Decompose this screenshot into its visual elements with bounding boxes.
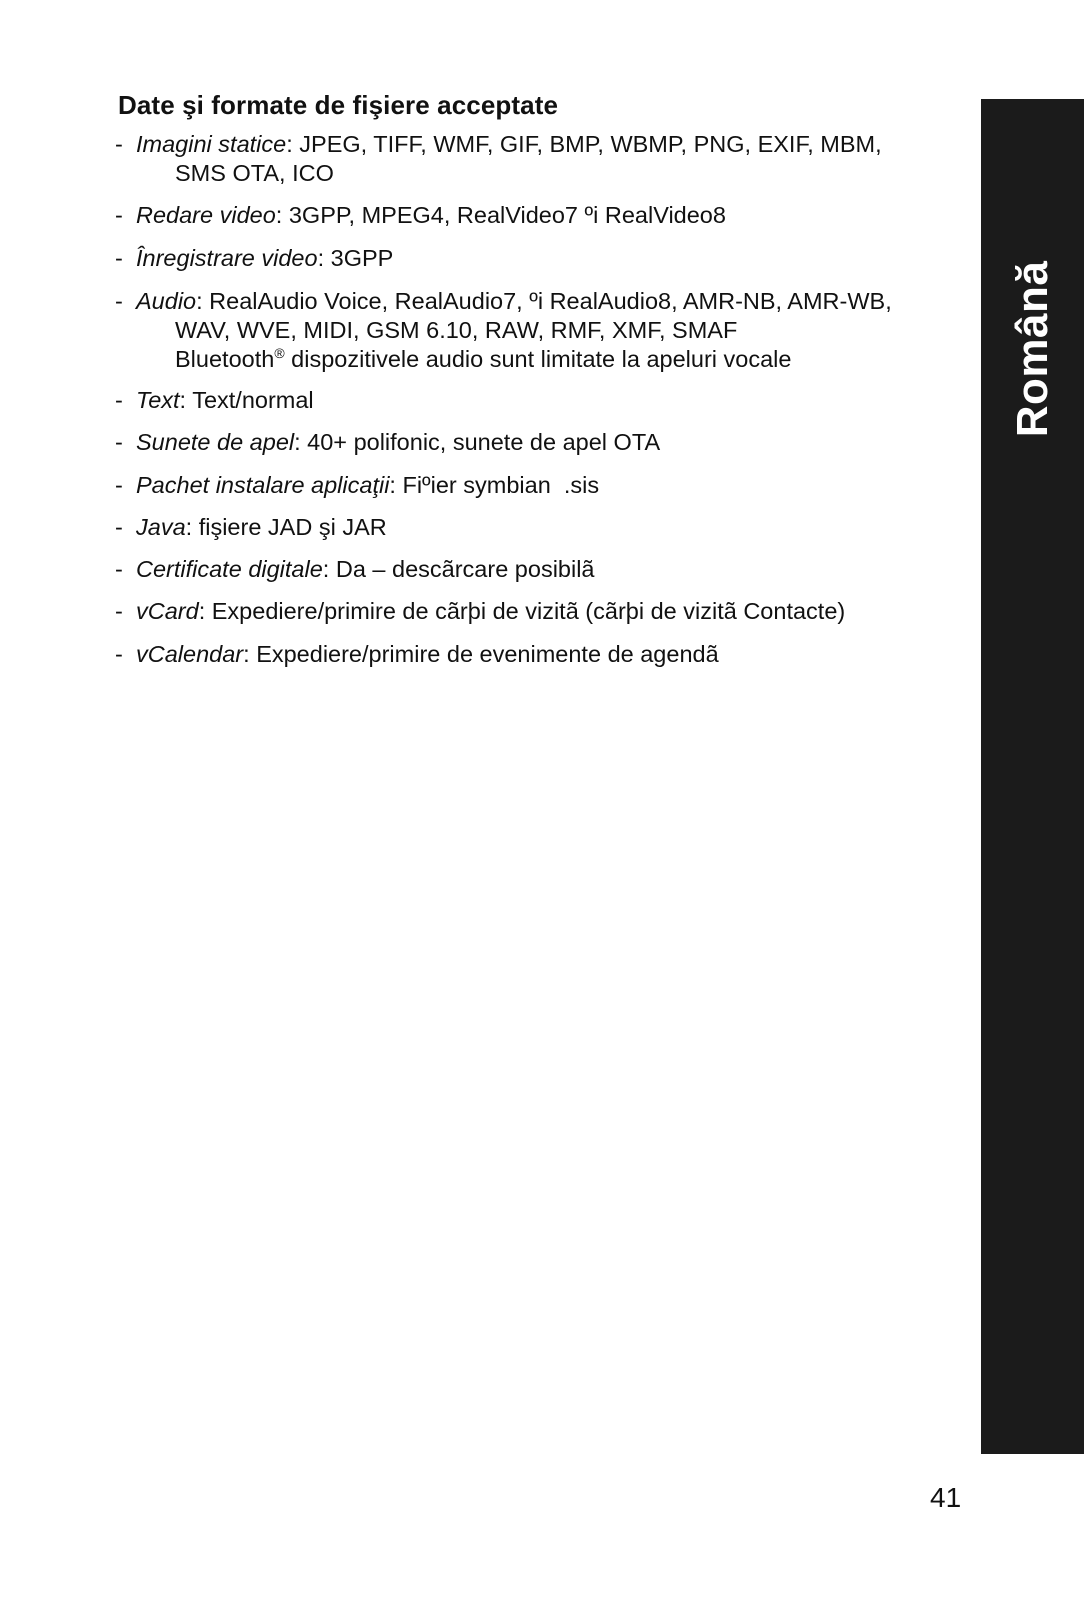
item-separator: : bbox=[294, 429, 308, 455]
item-text: 3GPP, MPEG4, RealVideo7 ºi RealVideo8 bbox=[288, 202, 726, 228]
item-separator: : bbox=[179, 387, 193, 413]
item-separator: : bbox=[198, 598, 212, 624]
list-item bbox=[115, 555, 965, 584]
section-heading: Date şi formate de fişiere acceptate bbox=[118, 90, 559, 120]
item-label: Java bbox=[136, 514, 186, 540]
item-separator: : bbox=[389, 472, 403, 498]
item-label: Text bbox=[136, 387, 180, 413]
bluetooth-note: dispozitivele audio sunt limitate la apeluri vocale bbox=[284, 346, 792, 372]
item-label: vCard bbox=[136, 598, 199, 624]
bullet-dash: - bbox=[115, 641, 123, 667]
item-text: Text/normal bbox=[192, 387, 314, 413]
item-continuation: WAV, WVE, MIDI, GSM 6.10, RAW, RMF, XMF, SMAF bbox=[175, 317, 738, 343]
list-item bbox=[115, 287, 965, 374]
item-continuation-2 bbox=[175, 345, 965, 374]
item-text: fişiere JAD şi JAR bbox=[198, 514, 387, 540]
item-text: Fiºier symbian .sis bbox=[402, 472, 600, 498]
item-separator: : bbox=[243, 641, 257, 667]
bullet-dash: - bbox=[115, 598, 123, 624]
item-label: Audio bbox=[136, 288, 197, 314]
bullet-dash: - bbox=[115, 245, 123, 271]
item-text: 40+ polifonic, sunete de apel OTA bbox=[307, 429, 661, 455]
bullet-dash: - bbox=[115, 556, 123, 582]
item-label: Sunete de apel bbox=[136, 429, 295, 455]
item-label: Certificate digitale bbox=[136, 556, 323, 582]
item-label: Redare video bbox=[136, 202, 276, 228]
item-text: JPEG, TIFF, WMF, GIF, BMP, WBMP, PNG, EXIF, MBM, bbox=[299, 131, 882, 157]
item-text: Da – descãrcare posibilã bbox=[335, 556, 595, 582]
list-item bbox=[115, 513, 965, 542]
registered-mark: ® bbox=[274, 345, 285, 361]
language-side-tab bbox=[981, 99, 1084, 1454]
list-item bbox=[115, 597, 965, 626]
item-label: Pachet instalare aplicaţii bbox=[136, 472, 390, 498]
list-item bbox=[115, 640, 965, 669]
item-label: Imagini statice bbox=[136, 131, 287, 157]
item-text: 3GPP bbox=[330, 245, 394, 271]
item-separator: : bbox=[275, 202, 289, 228]
item-separator: : bbox=[185, 514, 199, 540]
bullet-dash: - bbox=[115, 472, 123, 498]
list-item bbox=[115, 130, 965, 188]
list-item bbox=[115, 428, 965, 457]
bullet-dash: - bbox=[115, 288, 123, 314]
language-label: Română bbox=[1007, 260, 1057, 438]
item-label: vCalendar bbox=[136, 641, 244, 667]
item-separator: : bbox=[196, 288, 210, 314]
bullet-dash: - bbox=[115, 387, 123, 413]
bluetooth-text: Bluetooth bbox=[175, 346, 275, 372]
item-text: Expediere/primire de cãrþi de vizitã (cãrþi de vizitã Contacte) bbox=[211, 598, 846, 624]
item-separator: : bbox=[322, 556, 336, 582]
item-text: Expediere/primire de evenimente de agendã bbox=[256, 641, 719, 667]
list-item bbox=[115, 471, 965, 500]
item-continuation: SMS OTA, ICO bbox=[175, 160, 334, 186]
bullet-dash: - bbox=[115, 514, 123, 540]
list-item bbox=[115, 244, 965, 273]
list-item bbox=[115, 386, 965, 415]
item-separator: : bbox=[317, 245, 331, 271]
bullet-dash: - bbox=[115, 131, 123, 157]
page-number: 41 bbox=[930, 1482, 962, 1513]
list-item bbox=[115, 201, 965, 230]
item-separator: : bbox=[286, 131, 300, 157]
item-label: Înregistrare video bbox=[136, 245, 318, 271]
item-text: RealAudio Voice, RealAudio7, ºi RealAudio8, AMR-NB, AMR-WB, bbox=[209, 288, 892, 314]
bullet-dash: - bbox=[115, 202, 123, 228]
bullet-dash: - bbox=[115, 429, 123, 455]
